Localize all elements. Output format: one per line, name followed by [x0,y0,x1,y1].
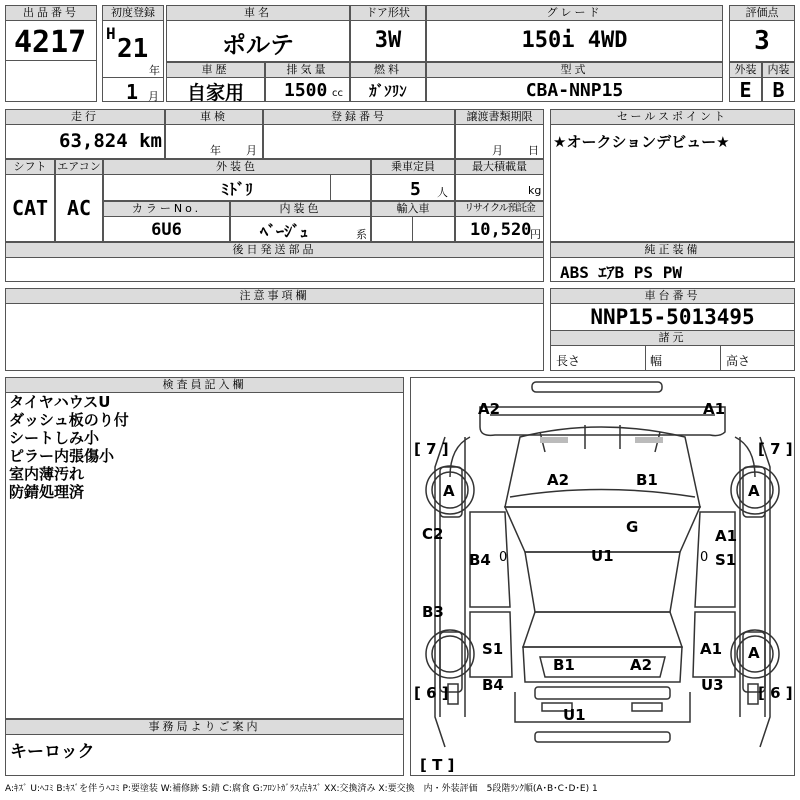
interior-color-header: 内装色 [230,201,371,217]
damage-mark: U3 [701,676,724,694]
specs-header: 諸元 [550,330,795,346]
max-load-header: 最大積載量 [455,159,544,175]
color-number-header: カラーNo. [103,201,230,217]
spec-height-label: 高さ [726,354,751,368]
damage-mark: A2 [547,471,570,489]
inspector-note: 室内薄汚れ [9,465,85,483]
shift: CAT [11,196,49,220]
recycle-header: リサイクル預託金 [455,201,544,217]
score: 3 [754,26,770,56]
sales-point-cell [550,109,795,242]
tire-front-left-tread: [ 7 ] [414,440,449,458]
aircon: AC [66,196,92,220]
damage-mark: U1 [591,547,614,565]
tire-rear-left-tread: [ 6 ] [414,684,449,702]
history-header: 車歴 [166,62,265,78]
later-parts-header: 後日発送部品 [5,242,544,258]
model-code-header: 型式 [426,62,723,78]
inspector-note: シートしみ小 [9,429,100,447]
spare-tire-tread: [ T ] [420,756,455,774]
inspector-note: 防錆処理済 [9,483,85,501]
transfer-deadline-header: 譲渡書類期限 [455,109,544,125]
fuel-header: 燃料 [350,62,426,78]
lot-number: 4217 [14,25,87,60]
shift-header: シフト [5,159,55,175]
inspector-notes-header: 検査員記入欄 [5,377,404,393]
lot-number-header: 出品番号 [5,5,97,21]
car-name-header: 車名 [166,5,350,21]
damage-mark: S1 [482,640,504,658]
legend: A:ｷｽﾞ U:ﾍｺﾐ B:ｷｽﾞを伴うﾍｺﾐ P:要塗装 W:補修跡 S:錆 C:腐食 G:ﾌﾛﾝﾄｶﾞﾗｽ点ｷｽﾞ XX:交換済み X:要交換 内・外装評価 5段階ﾗﾝｸ順(A･B･C･D･E) 1 [5,784,598,794]
damage-mark: A2 [478,400,501,418]
mileage-header: 走行 [5,109,165,125]
damage-mark: A [748,644,760,662]
era-label: H [106,24,116,43]
damage-mark: A [443,482,455,500]
displacement-header: 排気量 [265,62,350,78]
damage-mark: 0 [499,550,508,565]
damage-mark: C2 [422,525,444,543]
first-registration-header: 初度登録 [102,5,164,21]
registration-number-header: 登録番号 [263,109,455,125]
damage-mark: A1 [700,640,723,658]
grade: 150i 4WD [521,28,628,53]
exterior-color: ﾐﾄﾞﾘ [220,180,253,199]
door-type-header: ドア形状 [350,5,426,21]
damage-mark: A [748,482,760,500]
damage-mark: B1 [553,656,575,674]
exterior-grade: E [739,78,752,102]
interior-color: ﾍﾞｰｼﾞｭ [260,222,309,241]
mileage: 63,824 km [59,130,162,152]
damage-mark: U1 [563,706,586,724]
inspection-header: 車検 [165,109,263,125]
damage-mark: 0 [700,550,709,565]
damage-mark: A1 [715,527,738,545]
score-header: 評価点 [729,5,795,21]
office-notice-header: 事務局よりご案内 [5,719,404,735]
damage-mark: S1 [715,551,737,569]
chassis-number: NNP15-5013495 [590,305,755,329]
damage-mark: A1 [703,400,726,418]
import-header: 輸入車 [371,201,455,217]
spec-length-label: 長さ [556,354,581,368]
chassis-header: 車台番号 [550,288,795,304]
first-reg-year: 21 [117,34,149,64]
inspector-note: ダッシュ板のり付 [9,411,129,429]
exterior-color-header: 外装色 [103,159,371,175]
color-number: 6U6 [151,220,182,240]
interior-grade: B [772,78,785,102]
damage-mark: B4 [469,551,491,569]
aircon-header: エアコン [55,159,103,175]
inspector-note: ピラー内張傷小 [9,447,115,465]
damage-mark: B3 [422,603,444,621]
door-type: 3W [374,28,402,53]
damage-mark: B4 [482,676,504,694]
inspector-note: タイヤハウスU [9,393,111,411]
sales-point-header: セールスポイント [550,109,795,125]
exterior-grade-header: 外装 [729,62,762,78]
grade-header: グレード [426,5,723,21]
tire-rear-right-tread: [ 6 ] [758,684,793,702]
history: 自家用 [186,82,244,104]
equipment-header: 純正装備 [550,242,795,258]
car-outline-diagram [410,377,795,776]
sales-point: ★オークションデビュー★ [553,133,730,151]
inspector-notes [9,393,129,501]
first-reg-month: 1 [126,80,139,104]
car-name: ポルテ [222,31,294,59]
equipment: ABS ｴｱB PS PW [560,263,682,282]
recycle-deposit: 10,520 [470,220,532,240]
damage-mark: A2 [630,656,653,674]
office-notice: キーロック [10,742,95,762]
damage-mark: G [626,518,639,536]
spec-width-label: 幅 [650,354,663,368]
model-code: CBA-NNP15 [525,80,624,101]
tire-front-right-tread: [ 7 ] [758,440,793,458]
notes-header: 注意事項欄 [5,288,544,304]
displacement: 1500 [284,80,328,101]
fuel: ｶﾞｿﾘﾝ [369,82,407,100]
interior-grade-header: 内装 [762,62,795,78]
damage-mark: B1 [636,471,658,489]
capacity: 5 [410,179,421,200]
capacity-header: 乗車定員 [371,159,455,175]
